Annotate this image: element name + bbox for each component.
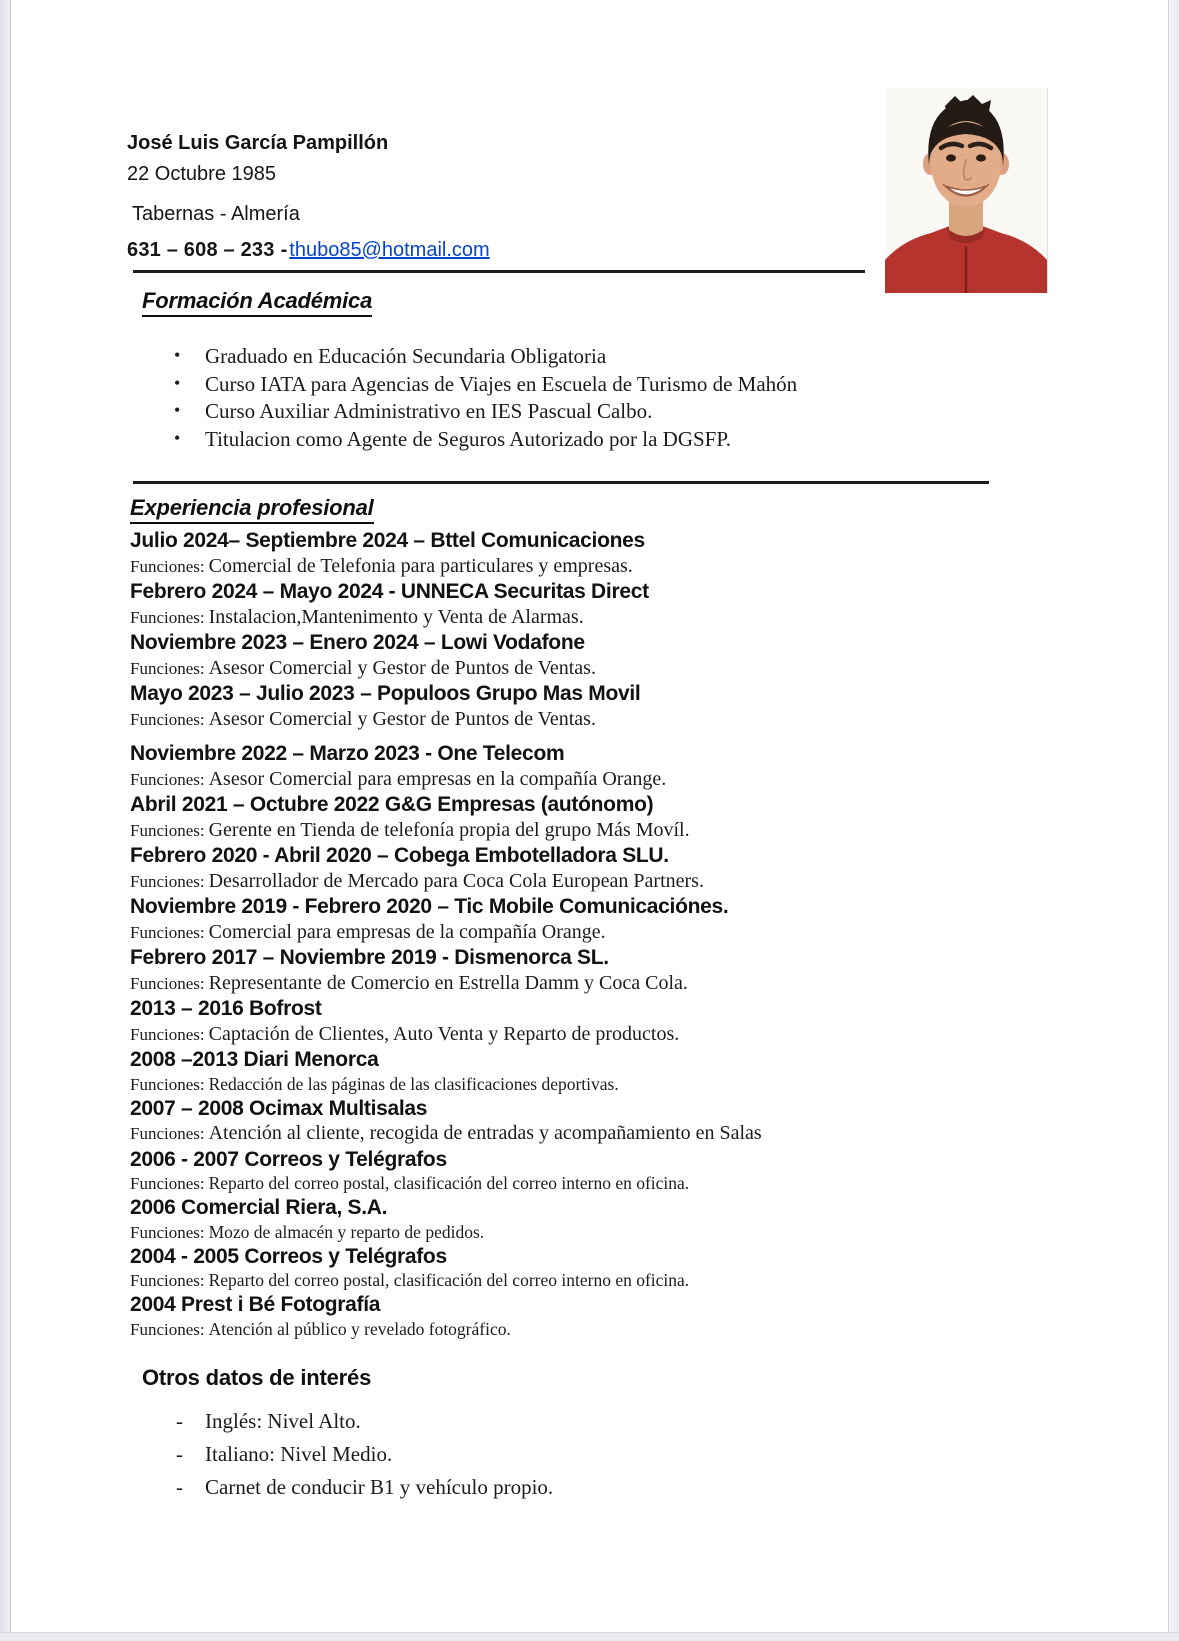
education-list — [142, 343, 1002, 453]
experience-entry-description: Gerente en Tienda de telefonía propia del grupo Más Movíl. — [208, 818, 690, 841]
experience-entry-period: Mayo 2023 – Julio 2023 – Populoos Grupo Mas Movil — [130, 682, 641, 705]
experience-entry — [130, 894, 1010, 945]
experience-entry — [130, 1047, 1010, 1096]
education-item — [142, 398, 1002, 426]
experience-entry-functions — [130, 1073, 1010, 1096]
experience-entry-period: 2006 - 2007 Correos y Telégrafos — [130, 1147, 447, 1171]
page-edge-left — [0, 0, 11, 1640]
bullet-icon: • — [174, 372, 181, 393]
person-name: José Luis García Pampillón — [127, 132, 389, 154]
experience-entry-period: Febrero 2024 – Mayo 2024 - UNNECA Securitas Direct — [130, 580, 649, 603]
experience-entry-description: Atención al cliente, recogida de entradas y acompañamiento en Salas — [208, 1122, 762, 1144]
experience-entry-description: Asesor Comercial y Gestor de Puntos de Ventas. — [208, 656, 596, 679]
experience-entry-period: 2008 –2013 Diari Menorca — [130, 1048, 379, 1071]
education-item — [142, 371, 1002, 399]
dash-marker: - — [176, 1441, 183, 1466]
experience-entry-description: Redacción de las páginas de las clasificaciones deportivas. — [208, 1073, 619, 1094]
experience-entry — [130, 945, 1010, 996]
funciones-label: Funciones: — [130, 1222, 205, 1242]
experience-entry — [130, 528, 1010, 579]
experience-entry — [130, 1244, 1010, 1293]
experience-entry-period: 2013 – 2016 Bofrost — [130, 997, 322, 1020]
experience-entry — [130, 579, 1010, 630]
experience-entry-description: Captación de Clientes, Auto Venta y Reparto de productos. — [208, 1022, 680, 1045]
experience-entry — [130, 681, 1010, 732]
profile-photo — [885, 88, 1048, 293]
experience-section — [130, 495, 1010, 1504]
page-edge-right — [1168, 0, 1179, 1640]
funciones-label: Funciones: — [130, 1024, 205, 1044]
funciones-label: Funciones: — [130, 922, 205, 942]
other-data-item — [142, 1438, 1010, 1471]
experience-entry-period: Julio 2024– Septiembre 2024 – Bttel Comunicaciones — [130, 529, 645, 552]
experience-entry-period: 2006 Comercial Riera, S.A. — [130, 1196, 388, 1219]
experience-entry-functions — [130, 1221, 1010, 1244]
experience-entry-description: Asesor Comercial para empresas en la compañía Orange. — [208, 767, 667, 790]
experience-entry — [130, 741, 1010, 792]
funciones-label: Funciones: — [130, 607, 205, 627]
experience-entry-description: Reparto del correo postal, clasificación del correo interno en oficina. — [208, 1173, 690, 1193]
education-item-text: Titulacion como Agente de Seguros Autorizado por la DGSFP. — [205, 426, 731, 451]
funciones-label: Funciones: — [130, 658, 205, 678]
experience-entry-functions — [130, 1318, 1010, 1341]
dash-marker: - — [176, 1474, 183, 1499]
dash-marker: - — [176, 1408, 183, 1433]
experience-entry-functions — [130, 920, 1010, 946]
other-data-item-text: Inglés: Nivel Alto. — [205, 1408, 361, 1433]
other-data-item-text: Italiano: Nivel Medio. — [205, 1441, 393, 1466]
experience-title: Experiencia profesional — [130, 495, 374, 524]
experience-entry-functions — [130, 1121, 1010, 1147]
separator-dash: - — [280, 239, 288, 261]
experience-entries — [130, 528, 1010, 1341]
education-item-text: Curso IATA para Agencias de Viajes en Escuela de Turismo de Mahón — [205, 371, 798, 396]
experience-entry-description: Desarrollador de Mercado para Coca Cola European Partners. — [208, 869, 704, 892]
experience-entry-period: 2004 Prest i Bé Fotografía — [130, 1293, 381, 1316]
portrait-illustration — [885, 88, 1047, 293]
experience-entry-functions — [130, 554, 1010, 580]
funciones-label: Funciones: — [130, 1319, 205, 1339]
other-data-item — [142, 1405, 1010, 1438]
experience-entry-functions — [130, 707, 1010, 733]
experience-entry-description: Instalacion,Mantenimento y Venta de Alarmas. — [208, 605, 584, 628]
education-item — [142, 426, 1002, 454]
experience-entry-period: Abril 2021 – Octubre 2022 G&G Empresas (autónomo) — [130, 793, 654, 816]
funciones-label: Funciones: — [130, 1074, 205, 1094]
experience-entry-functions — [130, 656, 1010, 682]
experience-entry-period: 2007 – 2008 Ocimax Multisalas — [130, 1096, 428, 1120]
experience-entry — [130, 843, 1010, 894]
education-title: Formación Académica — [142, 288, 372, 317]
contact-line — [127, 238, 490, 262]
education-item — [142, 343, 1002, 371]
funciones-label: Funciones: — [130, 1174, 205, 1193]
experience-entry — [130, 792, 1010, 843]
experience-entry-period: Noviembre 2022 – Marzo 2023 - One Telecom — [130, 742, 565, 765]
horizontal-rule-contact — [133, 270, 865, 273]
experience-entry-description: Comercial para empresas de la compañía Orange. — [208, 920, 606, 943]
bullet-icon: • — [174, 427, 181, 448]
experience-entry-functions — [130, 1172, 1010, 1195]
funciones-label: Funciones: — [130, 1124, 205, 1143]
funciones-label: Funciones: — [130, 973, 205, 993]
experience-entry-period: 2004 - 2005 Correos y Telégrafos — [130, 1244, 447, 1268]
experience-entry — [130, 1292, 1010, 1341]
experience-entry-period: Febrero 2017 – Noviembre 2019 - Dismenorca SL. — [130, 946, 609, 969]
funciones-label: Funciones: — [130, 871, 205, 891]
education-item-text: Curso Auxiliar Administrativo en IES Pascual Calbo. — [205, 399, 653, 423]
horizontal-rule-education — [133, 481, 989, 484]
experience-entry-period: Noviembre 2023 – Enero 2024 – Lowi Vodafone — [130, 631, 585, 654]
contact-header — [127, 131, 490, 262]
experience-entry-functions — [130, 1022, 1010, 1048]
experience-entry-description: Comercial de Telefonia para particulares y empresas. — [208, 554, 633, 577]
education-section — [142, 288, 1002, 453]
email-link[interactable]: thubo85@hotmail.com — [289, 239, 490, 261]
other-data-section — [142, 1365, 1010, 1504]
experience-entry-description: Reparto del correo postal, clasificación del correo interno en oficina. — [208, 1270, 690, 1290]
person-birthdate: 22 Octubre 1985 — [127, 163, 276, 185]
other-data-list — [142, 1405, 1010, 1504]
funciones-label: Funciones: — [130, 820, 205, 840]
phone-number: 631 – 608 – 233 — [127, 239, 275, 261]
experience-entry-period: Febrero 2020 - Abril 2020 – Cobega Embotelladora SLU. — [130, 844, 669, 867]
experience-entry — [130, 1096, 1010, 1147]
experience-entry-description: Asesor Comercial y Gestor de Puntos de Ventas. — [208, 707, 596, 730]
funciones-label: Funciones: — [130, 556, 205, 576]
bullet-icon: • — [174, 345, 181, 365]
experience-entry-functions — [130, 767, 1010, 793]
experience-entry-functions — [130, 818, 1010, 844]
experience-entry-description: Representante de Comercio en Estrella Damm y Coca Cola. — [208, 971, 688, 994]
experience-entry — [130, 1147, 1010, 1196]
other-data-title: Otros datos de interés — [142, 1364, 372, 1390]
experience-entry — [130, 996, 1010, 1047]
experience-entry-description: Mozo de almacén y reparto de pedidos. — [208, 1221, 485, 1242]
funciones-label: Funciones: — [130, 769, 205, 789]
experience-entry-functions — [130, 971, 1010, 997]
education-item-text: Graduado en Educación Secundaria Obligatoria — [205, 344, 607, 368]
other-data-item — [142, 1471, 1010, 1504]
experience-entry — [130, 1195, 1010, 1244]
experience-entry-functions — [130, 1269, 1010, 1292]
funciones-label: Funciones: — [130, 709, 205, 729]
experience-entry — [130, 630, 1010, 681]
experience-entry-period: Noviembre 2019 - Febrero 2020 – Tic Mobile Comunicaciónes. — [130, 895, 729, 918]
other-data-item-text: Carnet de conducir B1 y vehículo propio. — [205, 1474, 554, 1499]
funciones-label: Funciones: — [130, 1271, 205, 1290]
person-location: Tabernas - Almería — [132, 203, 300, 225]
experience-entry-functions — [130, 605, 1010, 631]
experience-entry-functions — [130, 869, 1010, 895]
bullet-icon: • — [174, 400, 181, 420]
experience-entry-description: Atención al público y revelado fotográfico. — [208, 1318, 511, 1339]
